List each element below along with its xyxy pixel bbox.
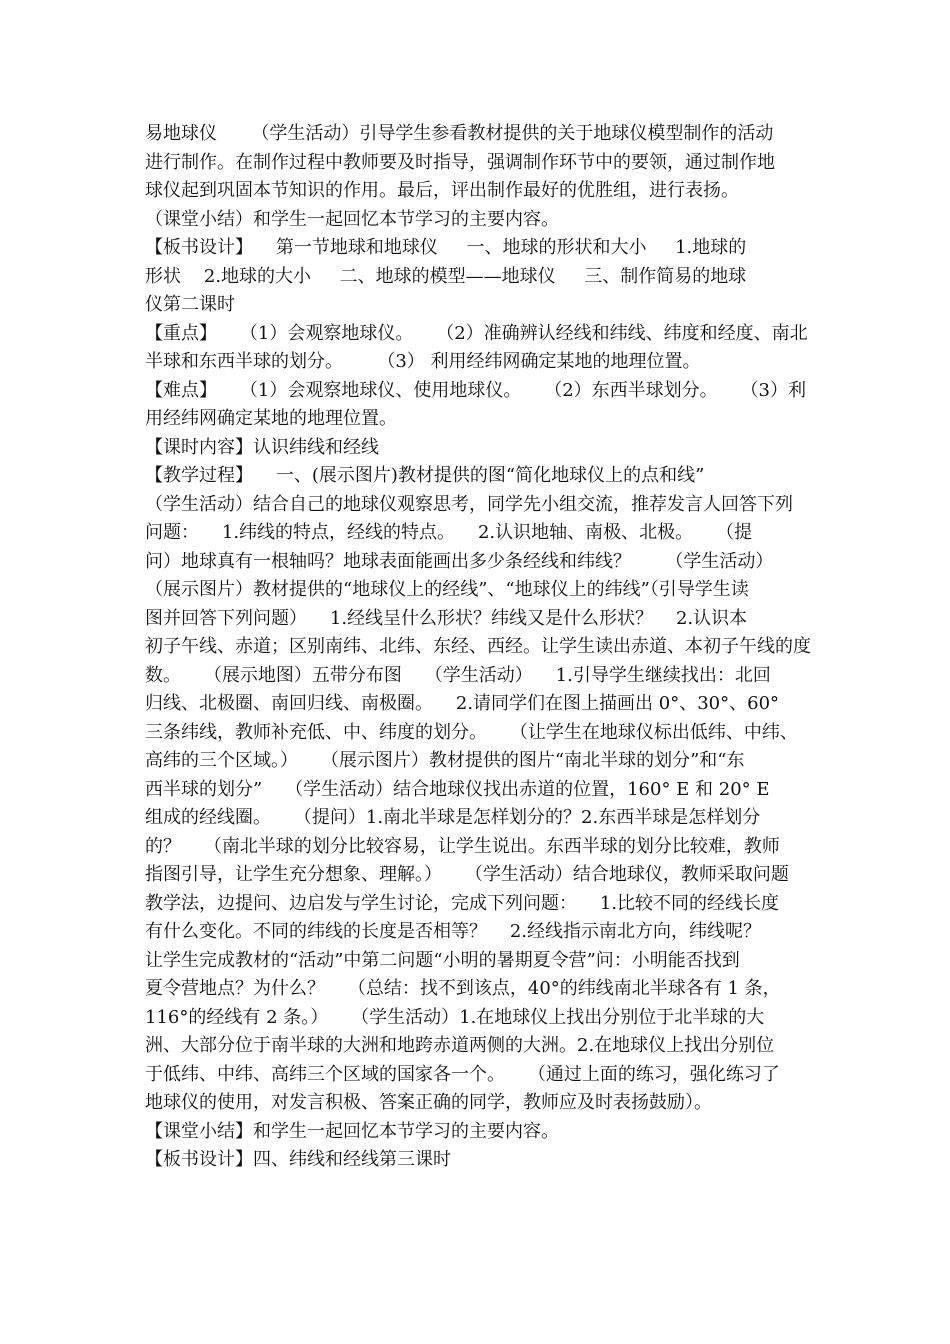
text-line: 用经纬网确定某地的地理位置。	[145, 408, 397, 429]
text-line: 【难点】 （1）会观察地球仪、使用地球仪。 （2）东西半球划分。 （3）利	[145, 379, 807, 401]
text-line: 【板书设计】 第一节地球和地球仪 一、地球的形状和大小 1.地球的	[145, 237, 747, 258]
text-line: 图并回答下列问题） 1.经线呈什么形状？纬线又是什么形状？ 2.认识本	[145, 607, 748, 629]
text-line: 的？ （南北半球的划分比较容易，让学生说出。东西半球的划分比较难，教师	[145, 835, 780, 857]
text-line: 仪第二课时	[145, 294, 235, 315]
text-line: 116°的经线有 2 条。） （学生活动）1.在地球仪上找出分别位于北半球的大	[145, 1006, 765, 1028]
text-line: 【教学过程】 一、(展示图片)教材提供的图“简化地球仪上的点和线”	[145, 465, 705, 486]
text-line: 西半球的划分” （学生活动）结合地球仪找出赤道的位置，160° E 和 20° E	[145, 778, 770, 800]
text-line: 三条纬线，教师补充低、中、纬度的划分。 （让学生在地球仪标出低纬、中纬、	[145, 721, 798, 743]
text-line: 初子午线、赤道；区别南纬、北纬、东经、西经。让学生读出赤道、本初子午线的度	[145, 636, 811, 657]
text-line: 洲、大部分位于南半球的大洲和地跨赤道两侧的大洲。2.在地球仪上找出分别位	[145, 1035, 775, 1056]
text-line: 【课时内容】认识纬线和经线	[145, 436, 379, 458]
text-line: 问题： 1.纬线的特点，经线的特点。 2.认识地轴、南极、北极。 （提	[145, 522, 753, 543]
text-line: 球仪起到巩固本节知识的作用。最后，评出制作最好的优胜组，进行表扬。	[145, 180, 739, 201]
text-line: 指图引导，让学生充分想象、理解。） （学生活动）结合地球仪，教师采取问题	[145, 864, 789, 885]
text-line: 让学生完成教材的“活动”中第二问题“小明的暑期夏令营”问：小明能否找到	[145, 949, 740, 971]
text-line: 地球仪的使用，对发言积极、答案正确的同学，教师应及时表扬鼓励）。	[145, 1092, 712, 1113]
text-line: 进行制作。在制作过程中教师要及时指导，强调制作环节中的要领，通过制作地	[145, 151, 775, 173]
text-line: 组成的经线圈。 （提问）1.南北半球是怎样划分的？2.东西半球是怎样划分	[145, 807, 761, 828]
text-line: （展示图片）教材提供的“地球仪上的经线”、“地球仪上的纬线”（引导学生读	[145, 579, 749, 600]
text-line: 高纬的三个区域。） （展示图片）教材提供的图片“南北半球的划分”和“东	[145, 750, 745, 771]
text-line: 易地球仪 （学生活动）引导学生参看教材提供的关于地球仪模型制作的活动	[145, 123, 774, 144]
text-line: 教学法，边提问、边启发与学生讨论，完成下列问题： 1.比较不同的经线长度	[145, 892, 780, 914]
document-body	[145, 120, 815, 1175]
text-line: 有什么变化。不同的纬线的长度是否相等？ 2.经线指示南北方向，纬线呢？	[145, 921, 762, 942]
text-line: 夏令营地点？为什么？ （总结：找不到该点，40°的纬线南北半球各有 1 条，	[145, 978, 781, 999]
text-line: （课堂小结）和学生一起回忆本节学习的主要内容。	[145, 208, 559, 230]
text-line: 于低纬、中纬、高纬三个区域的国家各一个。 （通过上面的练习，强化练习了	[145, 1063, 780, 1085]
text-line: 【板书设计】四、纬线和经线第三课时	[145, 1149, 451, 1170]
text-line: 归线、北极圈、南回归线、南极圈。 2.请同学们在图上描画出 0°、30°、60°	[145, 693, 780, 714]
text-line: 【课堂小结】和学生一起回忆本节学习的主要内容。	[145, 1120, 559, 1142]
text-line: （学生活动）结合自己的地球仪观察思考，同学先小组交流，推荐发言人回答下列	[145, 493, 793, 515]
text-line: 半球和东西半球的划分。 （3） 利用经纬网确定某地的地理位置。	[145, 351, 701, 372]
text-line: 问）地球真有一根轴吗？地球表面能画出多少条经线和纬线？ （学生活动）	[145, 550, 774, 572]
text-line: 数。 （展示地图）五带分布图 （学生活动） 1.引导学生继续找出：北回	[145, 664, 771, 686]
text-line: 形状 2.地球的大小 二、地球的模型——地球仪 三、制作简易的地球	[145, 265, 747, 287]
text-line: 【重点】 （1）会观察地球仪。 （2）准确辨认经线和纬线、纬度和经度、南北	[145, 322, 808, 344]
